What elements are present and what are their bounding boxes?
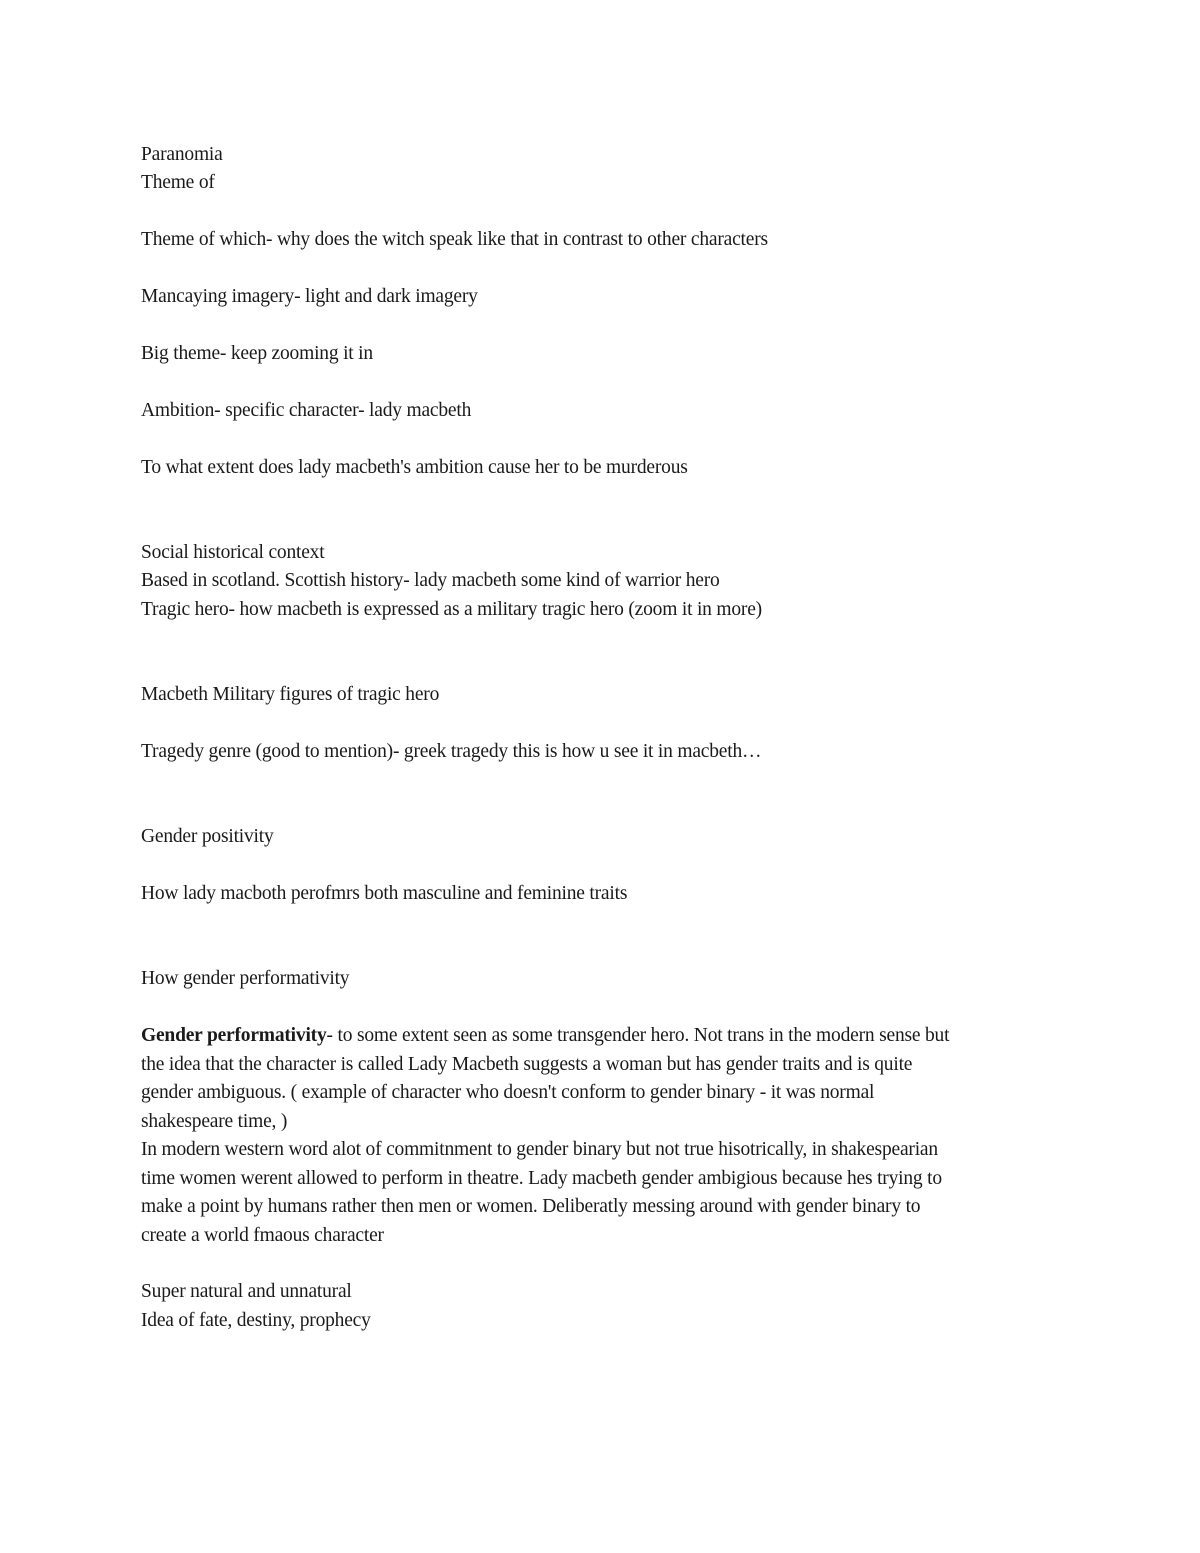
note-scotland: Based in scotland. Scottish history- lady macbeth some kind of warrior hero [141,570,720,591]
heading-supernatural: Super natural and unnatural [141,1281,352,1302]
paragraph-line: the idea that the character is called Lady Macbeth suggests a woman but has gender traits and is quite [141,1053,913,1075]
note-question: To what extent does lady macbeth's ambition cause her to be murderous [141,457,688,478]
paragraph-line: create a world fmaous character [141,1224,384,1246]
heading-theme-of: Theme of [141,172,215,193]
note-fate-destiny-prophecy: Idea of fate, destiny, prophecy [141,1310,371,1331]
note-big-theme: Big theme- keep zooming it in [141,343,373,364]
note-tragedy-genre: Tragedy genre (good to mention)- greek tragedy this is how u see it in macbeth… [141,741,762,762]
paragraph-line: gender ambiguous. ( example of character who doesn't conform to gender binary - it was normal [141,1082,875,1103]
heading-social-historical-context: Social historical context [141,542,325,563]
note-theme-of-witch: Theme of which- why does the witch speak like that in contrast to other characters [141,229,768,250]
note-masculine-feminine: How lady macboth perofmrs both masculine and feminine traits [141,883,628,904]
note-tragic-hero: Tragic hero- how macbeth is expressed as a military tragic hero (zoom it in more) [141,599,762,620]
note-ambition: Ambition- specific character- lady macbeth [141,400,472,421]
note-imagery: Mancaying imagery- light and dark imagery [141,286,478,307]
paragraph-line [141,1022,1066,1051]
heading-how-gender-performativity: How gender performativity [141,968,350,989]
paragraph-line: In modern western word alot of commitnment to gender binary but not true hisotrically, in shakespearian [141,1139,938,1160]
paragraph-line: make a point by humans rather then men or women. Deliberatly messing around with gender binary to [141,1196,921,1217]
paragraph-line-text: - to some extent seen as some transgender hero. Not trans in the modern sense but [326,1025,950,1046]
bold-term: Gender performativity [141,1025,327,1046]
paragraph-line: time women werent allowed to perform in theatre. Lady macbeth gender ambigious because hes trying to [141,1167,942,1189]
paragraph-line: shakespeare time, ) [141,1110,288,1132]
gender-performativity-paragraph [141,1022,1066,1250]
heading-paranomia: Paranomia [141,144,223,165]
note-macbeth-military: Macbeth Military figures of tragic hero [141,684,440,705]
heading-gender-positivity: Gender positivity [141,826,274,847]
